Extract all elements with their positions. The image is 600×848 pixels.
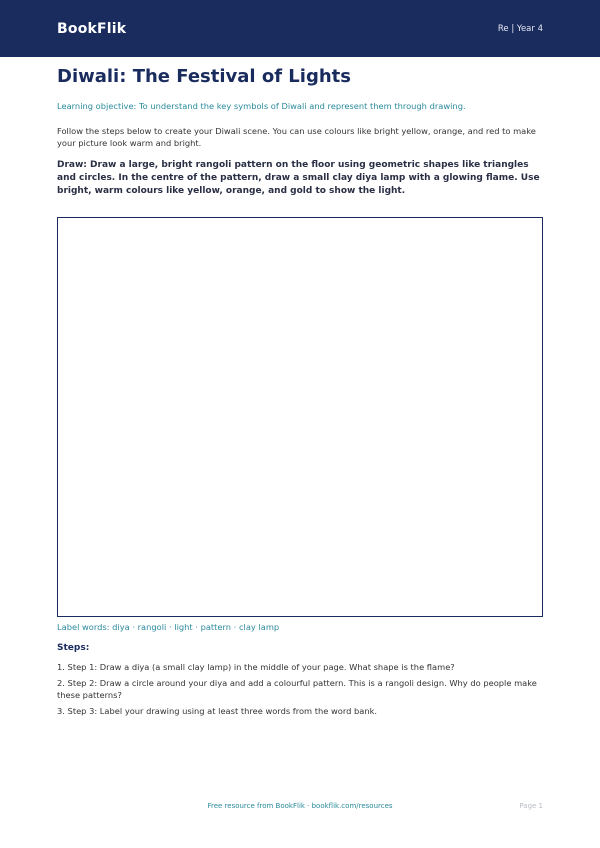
page-header — [0, 0, 600, 57]
step-item: 1. Step 1: Draw a diya (a small clay lamp) in the middle of your page. What shape is the flame? — [57, 662, 455, 672]
label-words: Label words: diya · rangoli · light · pattern · clay lamp — [57, 622, 280, 632]
footer-text: Free resource from BookFlik · bookflik.com/resources — [207, 802, 393, 810]
subject-year: Re | Year 4 — [497, 23, 543, 34]
step-item: 3. Step 3: Label your drawing using at least three words from the word bank. — [57, 706, 378, 716]
page-number: Page 1 — [519, 802, 543, 810]
intro-text: Follow the steps below to create your Diwali scene. You can use colours like bright yellow, orange, and red to make your picture look warm and bright. — [57, 126, 536, 148]
learning-objective: Learning objective: To understand the key symbols of Diwali and represent them through drawing. — [57, 101, 466, 111]
steps-list — [57, 661, 547, 721]
draw-instruction: Draw: Draw a large, bright rangoli pattern on the floor using geometric shapes like triangles and circles. In the centre of the pattern, draw a small clay diya lamp with a glowing flame. Use bright, warm colours like yellow, orange, and gold to show the light. — [57, 160, 540, 196]
step-item: 2. Step 2: Draw a circle around your diya and add a colourful pattern. This is a rangoli design. Why do people make these patterns? — [57, 678, 537, 700]
page-title: Diwali: The Festival of Lights — [57, 66, 351, 87]
steps-heading: Steps: — [57, 643, 90, 653]
brand-logo: BookFlik — [57, 20, 127, 37]
drawing-area[interactable] — [57, 217, 543, 617]
